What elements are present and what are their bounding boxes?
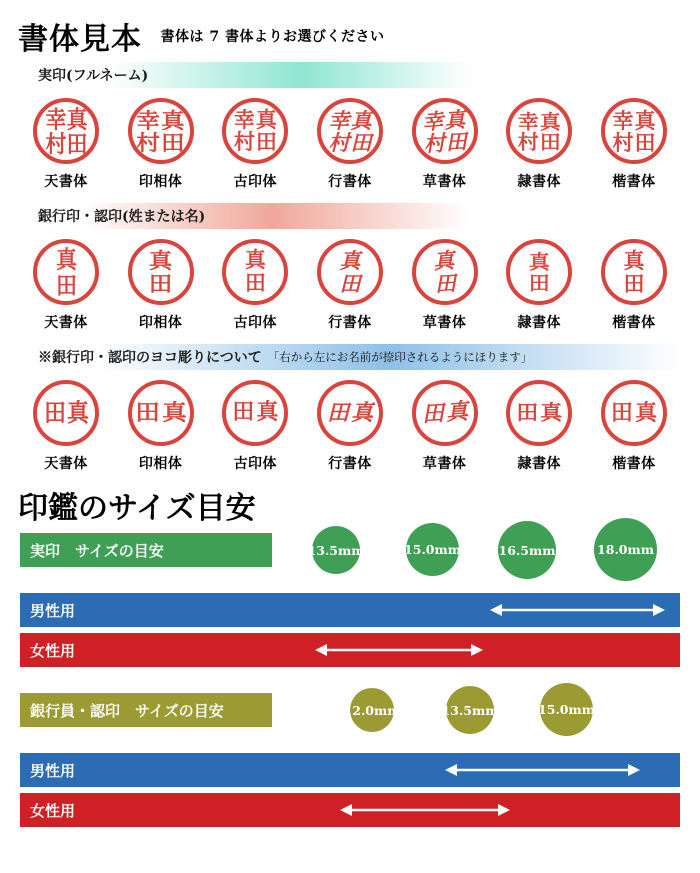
seal-row-ginkoin	[0, 229, 700, 332]
seal-char: 田	[43, 398, 65, 428]
seal-char: 田	[255, 129, 277, 154]
seal-cell	[497, 380, 581, 473]
font-name: 古印体	[233, 315, 278, 331]
seal-cell	[213, 98, 297, 191]
section-label: 銀行印・認印(姓または名)	[38, 209, 206, 225]
seal-char: 真	[256, 400, 279, 425]
size-circle-label: 13.5mm	[441, 702, 499, 718]
seal-char: 真	[444, 398, 469, 426]
size-circle	[406, 523, 459, 576]
range-arrow	[445, 753, 640, 787]
font-name: 草書体	[422, 174, 467, 190]
seal-stamp	[601, 380, 667, 446]
seal-char: 村	[612, 129, 634, 155]
seal-char: 田	[148, 271, 173, 296]
seal-char: 真	[244, 248, 266, 272]
seal-stamp	[128, 239, 194, 305]
seal-cell	[592, 239, 676, 332]
font-name: 印相体	[138, 174, 183, 190]
seal-char: 田	[244, 271, 266, 295]
seal-char: 田	[134, 400, 160, 426]
seal-row-jitsuin	[0, 88, 700, 191]
seal-char: 田	[56, 270, 76, 299]
page-title: 書体見本	[18, 22, 142, 57]
seal-stamp	[317, 380, 383, 446]
seal-char: 田	[326, 400, 349, 426]
seal-char: 田	[623, 271, 645, 296]
font-name: 草書体	[422, 315, 467, 331]
seal-char: 幸	[612, 107, 634, 133]
seal-cell	[119, 380, 203, 473]
size-circle-label: 15.0mm	[538, 702, 595, 717]
seal-char: 真	[66, 104, 87, 133]
seal-cell	[497, 239, 581, 332]
bar-label-text: 実印 サイズの目安	[30, 541, 164, 560]
page-subtitle: 書体は 7 書体よりお選びください	[160, 29, 385, 45]
font-name: 天書体	[44, 174, 88, 190]
font-name: 楷書体	[612, 315, 656, 331]
seal-char: 田	[610, 400, 633, 426]
seal-cell	[403, 380, 487, 473]
section-label: 実印(フルネーム)	[38, 68, 149, 84]
seal-char: 真	[634, 400, 657, 426]
seal-char: 真	[634, 107, 656, 133]
size-guide-group-jitsuin	[20, 533, 680, 667]
gender-label: 男性用	[30, 761, 76, 780]
seal-stamp	[33, 380, 99, 446]
seal-char: 田	[539, 129, 561, 153]
size-guide-group-ginkoin	[20, 693, 680, 827]
size-guide-legend-row	[20, 693, 680, 727]
seal-char: 真	[350, 400, 373, 426]
size-circles	[20, 533, 680, 567]
size-guide-row-female-ginkoin	[20, 793, 680, 827]
seal-cell	[308, 239, 392, 332]
seal-cell	[24, 380, 108, 473]
size-guide-title: 印鑑のサイズ目安	[18, 491, 256, 526]
seal-char: 田	[516, 401, 539, 425]
seal-char: 真	[161, 107, 185, 133]
seal-cell	[308, 98, 392, 191]
seal-char: 村	[423, 129, 446, 156]
size-circle-label: 16.5mm	[498, 542, 556, 558]
size-circle-label: 18.0mm	[597, 542, 654, 557]
font-name: 楷書体	[612, 456, 656, 472]
seal-char: 真	[350, 107, 372, 133]
seal-char: 村	[517, 129, 539, 153]
seal-char: 幸	[421, 107, 445, 134]
section-band-yokobori	[30, 344, 682, 370]
font-name: 楷書体	[612, 174, 656, 190]
font-name: 隷書体	[517, 315, 562, 331]
seal-char: 真	[623, 248, 645, 273]
seal-char: 真	[255, 107, 277, 132]
seal-char: 田	[350, 129, 372, 155]
seal-char: 真	[539, 109, 561, 133]
range-arrow	[490, 593, 665, 627]
seal-char: 田	[528, 271, 550, 295]
seal-char: 幸	[517, 109, 539, 133]
seal-row-yokobori	[0, 370, 700, 473]
font-name: 草書体	[422, 456, 467, 472]
seal-stamp	[412, 98, 478, 164]
font-name: 古印体	[233, 456, 278, 472]
font-name: 天書体	[44, 456, 88, 472]
gender-label: 女性用	[30, 641, 76, 660]
seal-stamp	[601, 98, 667, 164]
range-arrow	[340, 793, 510, 827]
seal-stamp	[317, 239, 383, 305]
seal-cell	[24, 98, 108, 191]
gender-label: 男性用	[30, 601, 76, 620]
size-circle-label: 13.5mm	[307, 542, 365, 558]
seal-cell	[213, 239, 297, 332]
seal-char: 幸	[328, 107, 350, 133]
seal-char: 幸	[233, 107, 255, 132]
seal-stamp	[506, 380, 572, 446]
seal-stamp	[33, 98, 99, 164]
seal-cell	[403, 239, 487, 332]
seal-char: 田	[161, 129, 185, 155]
seal-stamp	[128, 98, 194, 164]
seal-cell	[592, 98, 676, 191]
section-label: ※銀行印・認印のヨコ彫りについて	[38, 350, 262, 366]
seal-stamp	[222, 380, 288, 446]
range-arrow	[315, 633, 483, 667]
size-circle	[540, 683, 593, 736]
seal-cell	[592, 380, 676, 473]
seal-stamp	[222, 98, 288, 164]
size-circle	[498, 521, 556, 579]
font-name: 古印体	[233, 174, 278, 190]
bar-label-text: 銀行員・認印 サイズの目安	[30, 701, 224, 720]
size-circle	[343, 688, 401, 732]
font-name: 隷書体	[517, 456, 562, 472]
seal-char: 真	[56, 245, 76, 274]
seal-char: 真	[432, 247, 456, 274]
size-circle	[307, 526, 365, 574]
seal-stamp	[222, 239, 288, 305]
size-circle-label: 15.0mm	[404, 542, 461, 557]
size-circle	[594, 518, 657, 581]
font-name: 印相体	[138, 456, 183, 472]
seal-char: 幸	[136, 107, 161, 133]
font-name: 行書体	[328, 456, 372, 472]
seal-char: 幸	[45, 104, 66, 133]
seal-cell	[119, 98, 203, 191]
seal-char: 田	[66, 129, 87, 158]
seal-cell	[308, 380, 392, 473]
seal-char: 田	[634, 129, 656, 155]
size-guide-row-male-jitsuin	[20, 593, 680, 627]
seal-stamp	[601, 239, 667, 305]
seal-char: 真	[443, 106, 467, 133]
font-name: 行書体	[328, 315, 372, 331]
size-circle	[441, 686, 499, 734]
seal-char: 真	[148, 248, 173, 273]
font-name: 行書体	[328, 174, 372, 190]
size-guide-row-female-jitsuin	[20, 633, 680, 667]
seal-char: 真	[161, 400, 187, 426]
seal-cell	[213, 380, 297, 473]
seal-stamp	[317, 98, 383, 164]
seal-char: 真	[528, 249, 550, 273]
size-guide-legend-row	[20, 533, 680, 567]
seal-char: 田	[445, 128, 468, 155]
seal-stamp	[33, 239, 99, 305]
section-band-jitsuin	[30, 62, 470, 88]
gender-label: 女性用	[30, 801, 76, 820]
seal-char: 村	[45, 129, 66, 158]
seal-char: 田	[232, 400, 255, 425]
seal-cell	[497, 98, 581, 191]
seal-char: 村	[328, 129, 350, 155]
seal-cell	[24, 239, 108, 332]
seal-stamp	[506, 98, 572, 164]
seal-char: 田	[339, 271, 361, 296]
font-name: 印相体	[138, 315, 183, 331]
section-note: 「右から左にお名前が捺印されるようにほります」	[267, 350, 533, 364]
seal-stamp	[412, 380, 478, 446]
seal-char: 村	[233, 129, 255, 154]
size-circles	[20, 693, 680, 727]
seal-char: 真	[540, 401, 563, 425]
seal-cell	[403, 98, 487, 191]
seal-stamp	[506, 239, 572, 305]
seal-stamp	[128, 380, 194, 446]
font-name: 天書体	[44, 315, 88, 331]
section-band-ginkoin	[30, 203, 470, 229]
seal-char: 真	[339, 248, 361, 273]
font-name: 隷書体	[517, 174, 562, 190]
font-sample-header	[0, 0, 700, 62]
seal-char: 田	[434, 270, 457, 297]
seal-char: 村	[136, 129, 161, 155]
seal-cell	[119, 239, 203, 332]
seal-char: 田	[420, 400, 445, 428]
seal-char: 真	[67, 398, 89, 428]
seal-stamp	[412, 239, 478, 305]
size-guide-row-male-ginkoin	[20, 753, 680, 787]
size-circle-label: 12.0mm	[343, 702, 401, 718]
